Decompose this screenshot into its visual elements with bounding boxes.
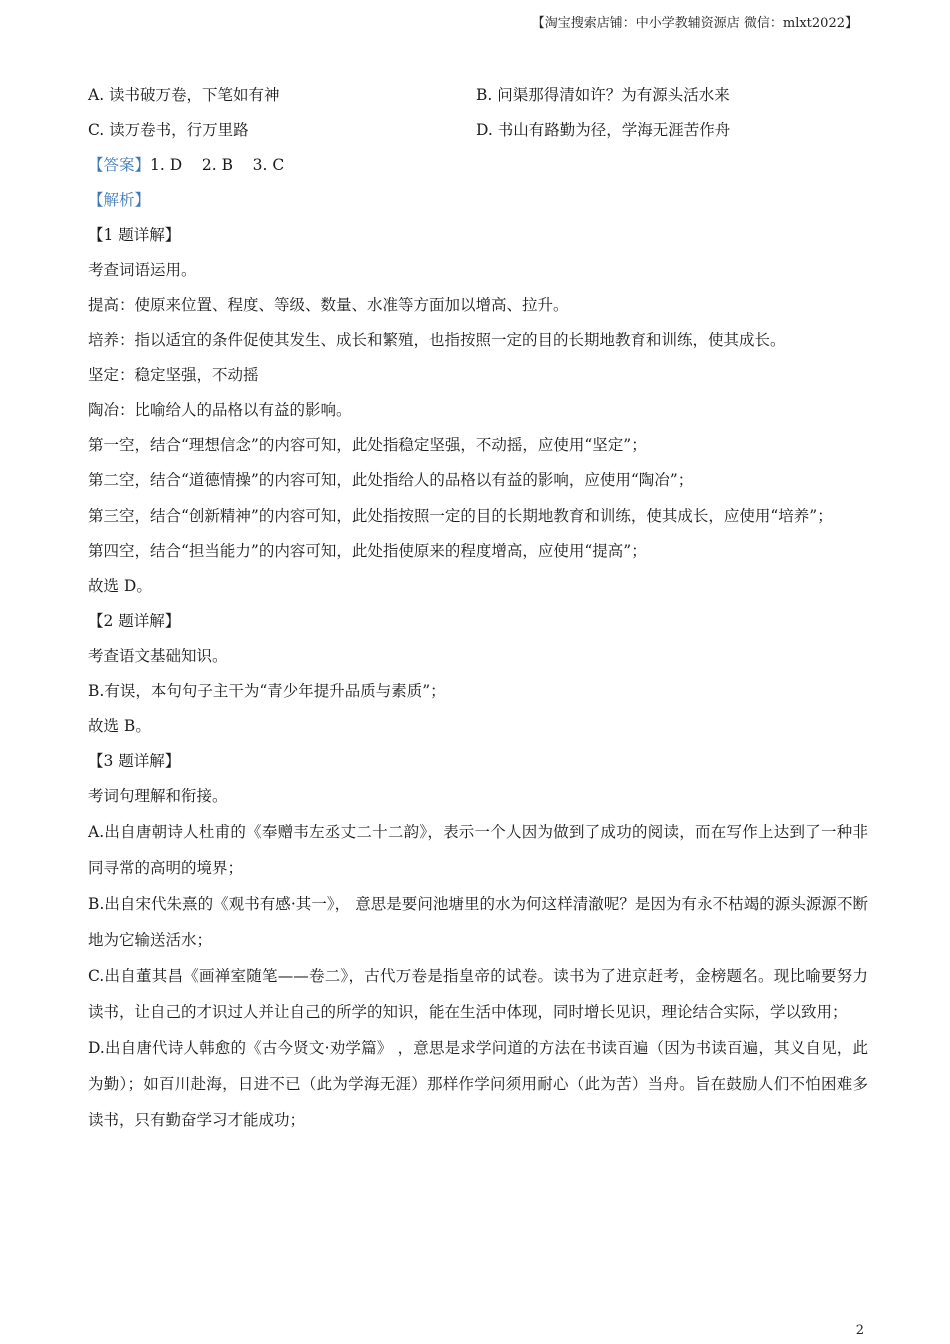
q3-line: B.出自宋代朱熹的《观书有感·其一》， 意思是要问池塘里的水为何这样清澈呢？是因为有永不枯竭的源头源源不断地为它输送活水； [88, 895, 868, 949]
q3-line: 考词句理解和衔接。 [88, 787, 228, 805]
q1-line: 提高：使原来位置、程度、等级、数量、水准等方面加以增高、拉升。 [88, 296, 569, 314]
q2-line: 故选 B。 [88, 717, 151, 735]
q1-line: 第四空，结合“担当能力”的内容可知，此处指使原来的程度增高，应使用“提高”； [88, 542, 647, 560]
q2-line: 考查语文基础知识。 [88, 647, 228, 665]
document-body [88, 78, 868, 1138]
q2-heading: 【2 题详解】 [88, 612, 181, 630]
answer-line [88, 148, 868, 183]
q2-line: B.有误，本句句子主干为“青少年提升品质与素质”； [88, 682, 446, 700]
q1-line: 陶冶：比喻给人的品格以有益的影响。 [88, 401, 352, 419]
q3-line: D.出自唐代诗人韩愈的《古今贤文·劝学篇》 ，意思是求学问道的方法在书读百遍（因为书读百遍，其义自见，此为勤）；如百川赴海，日进不已（此为学海无涯）那样作学问须用耐心（此为苦）当舟。旨在鼓励人们不怕困难多读书，只有勤奋学习才能成功； [88, 1039, 868, 1129]
q1-line: 第二空，结合“道德情操”的内容可知，此处指给人的品格以有益的影响，应使用“陶冶”； [88, 471, 694, 489]
q1-line: 考查词语运用。 [88, 261, 197, 279]
q3-line: A.出自唐朝诗人杜甫的《奉赠韦左丞丈二十二韵》，表示一个人因为做到了成功的阅读，而在写作上达到了一种非同寻常的高明的境界； [88, 823, 868, 877]
q1-line: 坚定：稳定坚强，不动摇 [88, 366, 259, 384]
page-number: 2 [855, 1323, 864, 1338]
answer-value: 1. D 2. B 3. C [150, 156, 285, 174]
analysis-label: 【解析】 [88, 191, 151, 209]
option-c: C. 读万卷书，行万里路 [88, 121, 249, 139]
q1-line: 第三空，结合“创新精神”的内容可知，此处指按照一定的目的长期地教育和训练，使其成长，应使用“培养”； [88, 507, 833, 525]
q1-line: 第一空，结合“理想信念”的内容可知，此处指稳定坚强，不动摇，应使用“坚定”； [88, 436, 647, 454]
option-d: D. 书山有路勤为径，学海无涯苦作舟 [476, 121, 731, 139]
q3-heading: 【3 题详解】 [88, 752, 181, 770]
options-row-1 [88, 78, 868, 113]
answer-label: 【答案】 [88, 156, 151, 174]
option-b: B. 问渠那得清如许？为有源头活水来 [476, 86, 730, 104]
option-a: A. 读书破万卷，下笔如有神 [88, 86, 280, 104]
options-row-2 [88, 113, 868, 148]
q1-line: 故选 D。 [88, 577, 152, 595]
q1-heading: 【1 题详解】 [88, 226, 181, 244]
page-header: 【淘宝搜索店铺：中小学教辅资源店 微信：mlxt2022】 [531, 16, 858, 31]
q3-line: C.出自董其昌《画禅室随笔——卷二》，古代万卷是指皇帝的试卷。读书为了进京赶考，金榜题名。现比喻要努力读书，让自己的才识过人并让自己的所学的知识，能在生活中体现，同时增长见识，理论结合实际，学以致用； [88, 967, 868, 1021]
q1-line: 培养：指以适宜的条件促使其发生、成长和繁殖，也指按照一定的目的长期地教育和训练，使其成长。 [88, 331, 786, 349]
